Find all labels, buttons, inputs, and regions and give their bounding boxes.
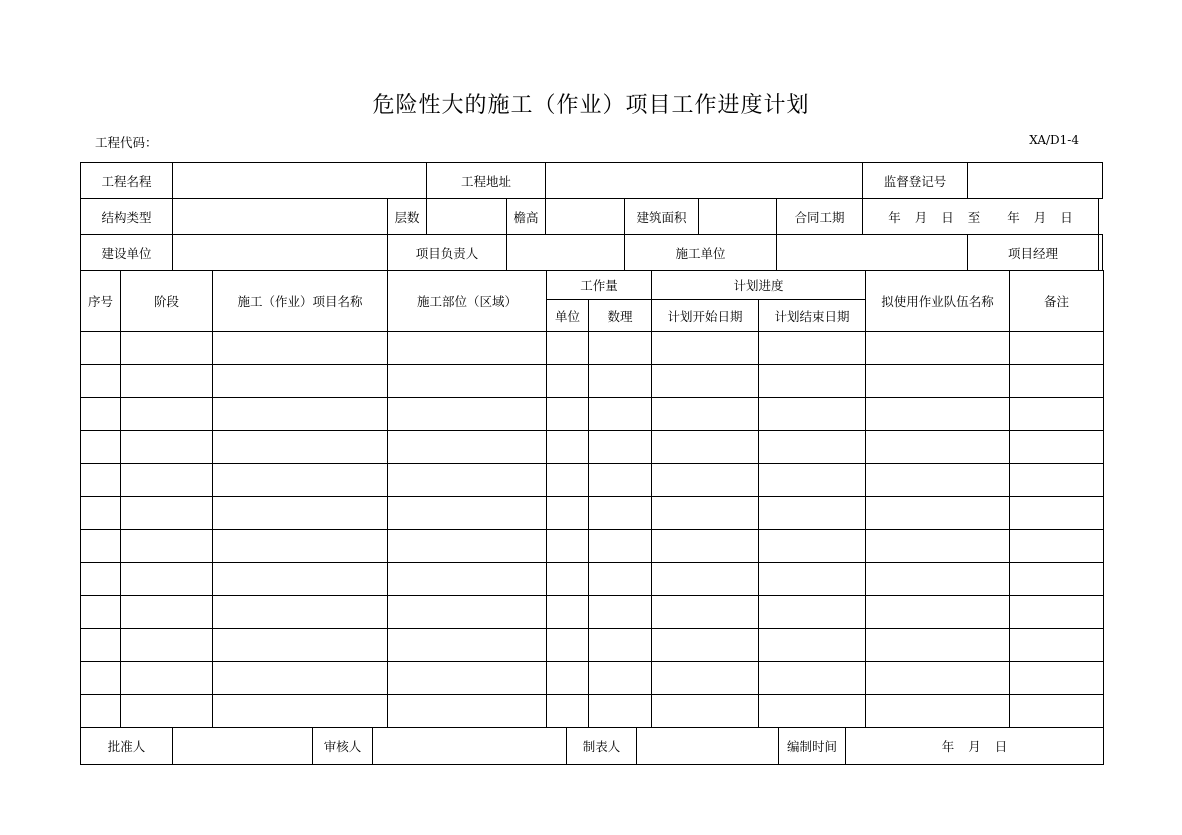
table-cell[interactable] (652, 497, 759, 530)
reviewer-value[interactable] (373, 727, 567, 765)
table-cell[interactable] (866, 431, 1010, 464)
table-cell[interactable] (81, 365, 121, 398)
table-cell[interactable] (589, 497, 652, 530)
col-stage: 阶段 (121, 271, 213, 332)
table-cell[interactable] (388, 497, 547, 530)
table-cell[interactable] (547, 695, 589, 728)
col-end-date: 计划结束日期 (759, 300, 866, 332)
table-cell[interactable] (759, 431, 866, 464)
date-year: 年 (1007, 209, 1020, 225)
table-cell[interactable] (1010, 497, 1104, 530)
building-area-label: 建筑面积 (625, 199, 699, 235)
table-cell[interactable] (759, 497, 866, 530)
schedule-table (80, 270, 1104, 728)
table-cell[interactable] (1010, 332, 1104, 365)
table-cell[interactable] (759, 530, 866, 563)
table-cell[interactable] (213, 431, 388, 464)
table-cell[interactable] (759, 662, 866, 695)
table-cell[interactable] (652, 464, 759, 497)
date-day: 日 (994, 738, 1008, 754)
structure-type-label: 结构类型 (81, 199, 173, 235)
table-cell[interactable] (652, 398, 759, 431)
table-row (81, 695, 1104, 728)
table-cell[interactable] (866, 398, 1010, 431)
table-cell[interactable] (213, 629, 388, 662)
structure-type-value[interactable] (173, 199, 388, 235)
table-row (81, 530, 1104, 563)
table-cell[interactable] (81, 662, 121, 695)
table-cell[interactable] (547, 398, 589, 431)
table-row (81, 464, 1104, 497)
table-cell[interactable] (213, 365, 388, 398)
date-month: 月 (968, 738, 981, 754)
col-location: 施工部位（区域） (388, 271, 547, 332)
table-cell[interactable] (388, 563, 547, 596)
project-name-label: 工程名程 (81, 163, 173, 199)
col-start-date: 计划开始日期 (652, 300, 759, 332)
table-row (81, 629, 1104, 662)
table-cell[interactable] (759, 398, 866, 431)
table-cell[interactable] (121, 365, 213, 398)
col-workload: 工作量 (547, 271, 652, 300)
contractor-value[interactable] (777, 235, 968, 271)
table-cell[interactable] (81, 398, 121, 431)
table-cell[interactable] (121, 497, 213, 530)
table-cell[interactable] (547, 563, 589, 596)
table-cell[interactable] (589, 431, 652, 464)
table-cell[interactable] (81, 596, 121, 629)
form-number: XA/D1-4 (1029, 133, 1079, 147)
col-item-name: 施工（作业）项目名称 (213, 271, 388, 332)
table-cell[interactable] (1010, 695, 1104, 728)
table-cell[interactable] (589, 563, 652, 596)
contract-period-dates[interactable] (863, 199, 1099, 235)
table-cell[interactable] (213, 398, 388, 431)
table-cell[interactable] (388, 695, 547, 728)
table-cell[interactable] (866, 365, 1010, 398)
table-cell[interactable] (589, 662, 652, 695)
table-cell[interactable] (81, 464, 121, 497)
table-cell[interactable] (213, 332, 388, 365)
prepared-time-value[interactable] (846, 727, 1104, 765)
table-cell[interactable] (1010, 530, 1104, 563)
table-row (81, 398, 1104, 431)
table-cell[interactable] (121, 431, 213, 464)
table-cell[interactable] (121, 398, 213, 431)
table-cell[interactable] (81, 695, 121, 728)
project-manager-value[interactable] (1099, 235, 1103, 271)
table-cell[interactable] (547, 629, 589, 662)
table-cell[interactable] (547, 431, 589, 464)
table-cell[interactable] (652, 530, 759, 563)
date-to: 至 (967, 209, 981, 225)
table-cell[interactable] (759, 695, 866, 728)
table-cell[interactable] (589, 398, 652, 431)
col-schedule: 计划进度 (652, 271, 866, 300)
date-month: 月 (914, 209, 928, 225)
table-row (81, 365, 1104, 398)
date-day: 日 (941, 209, 954, 225)
table-cell[interactable] (81, 629, 121, 662)
table-cell[interactable] (1010, 563, 1104, 596)
col-seq: 序号 (81, 271, 121, 332)
table-cell[interactable] (547, 497, 589, 530)
table-cell[interactable] (589, 695, 652, 728)
table-cell[interactable] (866, 629, 1010, 662)
table-cell[interactable] (589, 332, 652, 365)
table-cell[interactable] (759, 464, 866, 497)
table-cell[interactable] (759, 629, 866, 662)
table-cell[interactable] (866, 695, 1010, 728)
table-cell[interactable] (759, 332, 866, 365)
date-day: 日 (1060, 209, 1073, 225)
contract-period-label: 合同工期 (777, 199, 863, 235)
table-cell[interactable] (81, 530, 121, 563)
table-cell[interactable] (866, 662, 1010, 695)
table-cell[interactable] (213, 662, 388, 695)
table-cell[interactable] (388, 365, 547, 398)
project-code-label: 工程代码： (95, 135, 158, 150)
project-name-value[interactable] (173, 163, 427, 199)
table-cell[interactable] (759, 596, 866, 629)
table-cell[interactable] (866, 464, 1010, 497)
project-leader-value[interactable] (507, 235, 625, 271)
table-cell[interactable] (81, 431, 121, 464)
table-cell[interactable] (1010, 398, 1104, 431)
contractor-label: 施工单位 (625, 235, 777, 271)
table-cell[interactable] (388, 398, 547, 431)
table-cell[interactable] (589, 464, 652, 497)
builder-label: 建设单位 (81, 235, 173, 271)
floors-label: 层数 (388, 199, 427, 235)
table-row (81, 563, 1104, 596)
table-cell[interactable] (652, 629, 759, 662)
project-address-label: 工程地址 (427, 163, 546, 199)
eave-height-label: 檐高 (507, 199, 546, 235)
table-cell[interactable] (652, 365, 759, 398)
table-cell[interactable] (213, 695, 388, 728)
approver-value[interactable] (173, 727, 313, 765)
table-cell[interactable] (213, 497, 388, 530)
table-cell[interactable] (589, 530, 652, 563)
table-cell[interactable] (388, 530, 547, 563)
table-cell[interactable] (388, 596, 547, 629)
table-cell[interactable] (81, 497, 121, 530)
table-cell[interactable] (213, 596, 388, 629)
table-cell[interactable] (1010, 662, 1104, 695)
table-cell[interactable] (547, 530, 589, 563)
prepared-time-label: 编制时间 (779, 727, 846, 765)
date-year: 年 (888, 209, 901, 225)
table-cell[interactable] (121, 332, 213, 365)
table-cell[interactable] (1010, 365, 1104, 398)
col-remarks: 备注 (1010, 271, 1104, 332)
signature-table (80, 727, 1104, 765)
table-cell[interactable] (121, 695, 213, 728)
project-address-value[interactable] (546, 163, 863, 199)
table-cell[interactable] (1010, 431, 1104, 464)
table-cell[interactable] (589, 365, 652, 398)
table-cell[interactable] (121, 629, 213, 662)
table-row (81, 596, 1104, 629)
project-manager-label: 项目经理 (968, 235, 1099, 271)
table-cell[interactable] (121, 530, 213, 563)
form-title: 危险性大的施工（作业）项目工作进度计划 (372, 93, 810, 118)
table-cell[interactable] (652, 596, 759, 629)
preparer-value[interactable] (637, 727, 779, 765)
project-info-table (80, 162, 1103, 271)
table-cell[interactable] (547, 662, 589, 695)
table-cell[interactable] (388, 332, 547, 365)
table-cell[interactable] (1010, 596, 1104, 629)
table-row (81, 662, 1104, 695)
date-year: 年 (941, 738, 955, 754)
table-cell[interactable] (213, 464, 388, 497)
table-cell[interactable] (547, 332, 589, 365)
table-cell[interactable] (866, 497, 1010, 530)
table-cell[interactable] (866, 563, 1010, 596)
table-cell[interactable] (652, 662, 759, 695)
table-cell[interactable] (388, 629, 547, 662)
table-cell[interactable] (547, 464, 589, 497)
table-cell[interactable] (81, 563, 121, 596)
table-cell[interactable] (652, 563, 759, 596)
date-month: 月 (1033, 209, 1047, 225)
table-cell[interactable] (213, 563, 388, 596)
table-cell[interactable] (652, 431, 759, 464)
table-cell[interactable] (866, 530, 1010, 563)
supervision-no-value[interactable] (968, 163, 1103, 199)
col-quantity: 数理 (589, 300, 652, 332)
supervision-no-label: 监督登记号 (863, 163, 968, 199)
table-cell[interactable] (121, 464, 213, 497)
floors-value[interactable] (427, 199, 507, 235)
table-cell[interactable] (121, 563, 213, 596)
table-cell[interactable] (759, 365, 866, 398)
table-cell[interactable] (1010, 464, 1104, 497)
table-cell[interactable] (759, 563, 866, 596)
table-cell[interactable] (81, 332, 121, 365)
table-cell[interactable] (547, 365, 589, 398)
table-cell[interactable] (589, 596, 652, 629)
preparer-label: 制表人 (567, 727, 637, 765)
table-cell[interactable] (121, 596, 213, 629)
table-cell[interactable] (866, 332, 1010, 365)
table-row (81, 431, 1104, 464)
approver-label: 批准人 (81, 727, 173, 765)
table-cell[interactable] (121, 662, 213, 695)
table-cell[interactable] (547, 596, 589, 629)
table-cell[interactable] (866, 596, 1010, 629)
table-row (81, 497, 1104, 530)
building-area-value[interactable] (699, 199, 777, 235)
table-cell[interactable] (652, 332, 759, 365)
table-row (81, 332, 1104, 365)
table-cell[interactable] (213, 530, 388, 563)
table-cell[interactable] (388, 464, 547, 497)
builder-value[interactable] (173, 235, 388, 271)
table-cell[interactable] (388, 431, 547, 464)
project-leader-label: 项目负责人 (388, 235, 507, 271)
table-cell[interactable] (388, 662, 547, 695)
table-cell[interactable] (1010, 629, 1104, 662)
eave-height-value[interactable] (546, 199, 625, 235)
col-team: 拟使用作业队伍名称 (866, 271, 1010, 332)
table-cell[interactable] (652, 695, 759, 728)
col-unit: 单位 (547, 300, 589, 332)
table-cell[interactable] (589, 629, 652, 662)
reviewer-label: 审核人 (313, 727, 373, 765)
